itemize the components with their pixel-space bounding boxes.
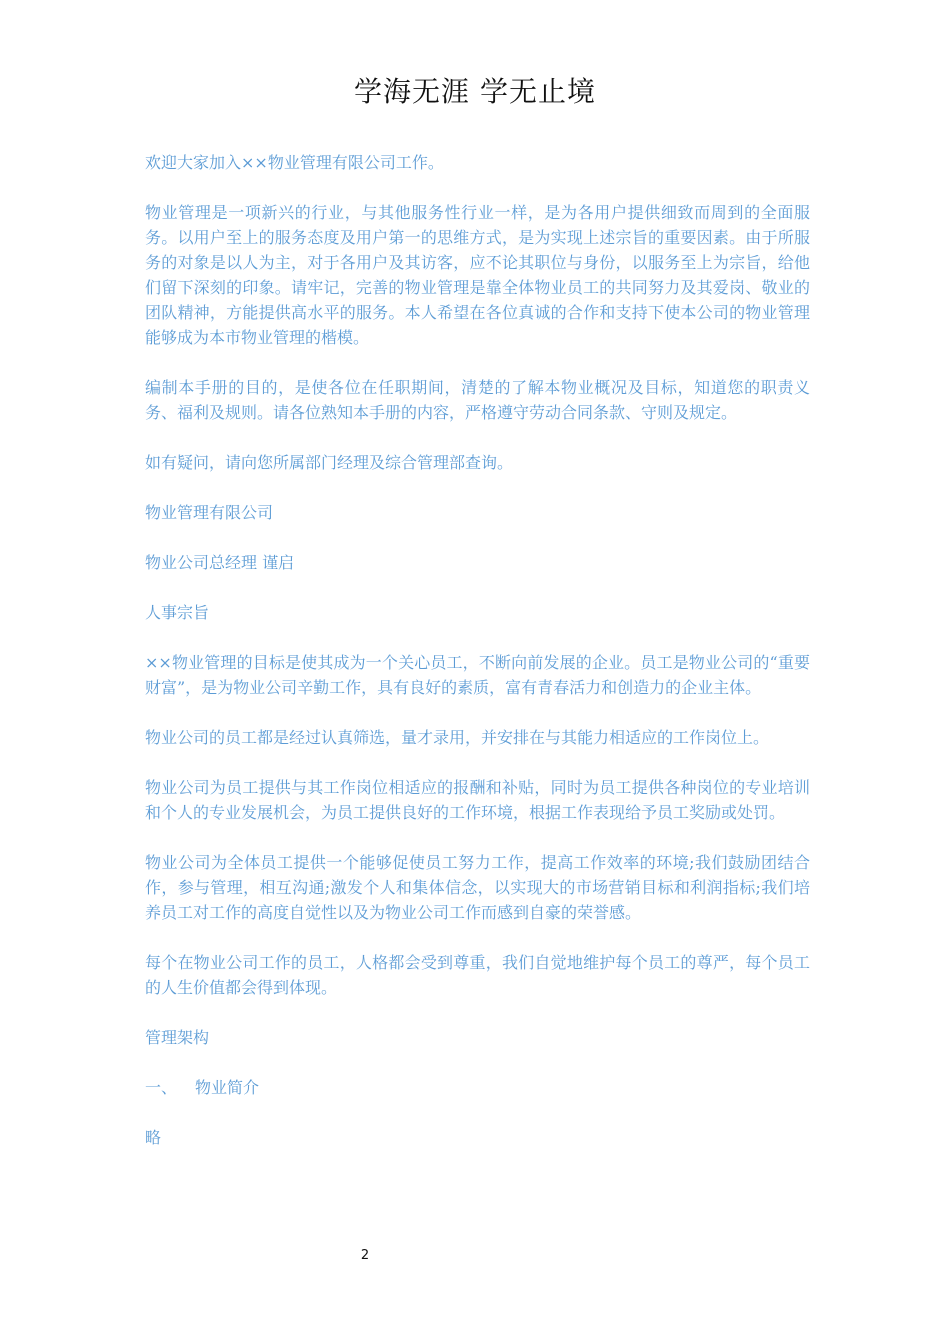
purpose-paragraph: 编制本手册的目的，是使各位在任职期间，清楚的了解本物业概况及目标，知道您的职责义务、福利及规则。请各位熟知本手册的内容，严格遵守劳动合同条款、守则及规定。 — [145, 378, 810, 422]
signature-line: 物业公司总经理 谨启 — [145, 553, 295, 572]
document-body — [145, 150, 810, 1175]
page-header-title: 学海无涯 学无止境 — [354, 75, 596, 108]
goal-paragraph: ××物业管理的目标是使其成为一个关心员工，不断向前发展的企业。员工是物业公司的“重要财富”，是为物业公司辛勤工作，具有良好的素质，富有青春活力和创造力的企业主体。 — [145, 653, 810, 697]
environment-paragraph: 物业公司为全体员工提供一个能够促使员工努力工作，提高工作效率的环境;我们鼓励团结合作，参与管理，相互沟通;激发个人和集体信念，以实现大的市场营销目标和利润指标;我们培养员工对工作的高度自觉性以及为物业公司工作而感到自豪的荣誉感。 — [145, 853, 810, 922]
section-heading-hr-principles: 人事宗旨 — [145, 603, 210, 622]
intro-paragraph: 物业管理是一项新兴的行业，与其他服务性行业一样，是为各用户提供细致而周到的全面服务。以用户至上的服务态度及用户第一的思维方式，是为实现上述宗旨的重要因素。由于所服务的对象是以人为主，对于各用户及其访客，应不论其职位与身份，以服务至上为宗旨，给他们留下深刻的印象。请牢记，完善的物业管理是靠全体物业员工的共同努力及其爱岗、敬业的团队精神，方能提供高水平的服务。本人希望在各位真诚的合作和支持下使本公司的物业管理能够成为本市物业管理的楷模。 — [145, 203, 810, 347]
inquiry-paragraph: 如有疑问，请向您所属部门经理及综合管理部查询。 — [145, 453, 514, 472]
section-heading-management-structure: 管理架构 — [145, 1028, 210, 1047]
subsection-number: 一、 — [145, 1078, 178, 1097]
compensation-paragraph: 物业公司为员工提供与其工作岗位相适应的报酬和补贴，同时为员工提供各种岗位的专业培训和个人的专业发展机会，为员工提供良好的工作环境，根据工作表现给予员工奖励或处罚。 — [145, 778, 810, 822]
respect-paragraph: 每个在物业公司工作的员工，人格都会受到尊重，我们自觉地维护每个员工的尊严，每个员工的人生价值都会得到体现。 — [145, 953, 810, 997]
omitted-text: 略 — [145, 1128, 162, 1147]
page-number: 2 — [360, 1248, 370, 1263]
selection-paragraph: 物业公司的员工都是经过认真筛选，量才录用，并安排在与其能力相适应的工作岗位上。 — [145, 728, 770, 747]
welcome-paragraph: 欢迎大家加入××物业管理有限公司工作。 — [145, 153, 444, 172]
company-name: 物业管理有限公司 — [145, 503, 274, 522]
subsection-title: 物业简介 — [195, 1078, 260, 1097]
subsection-heading — [145, 1075, 810, 1100]
